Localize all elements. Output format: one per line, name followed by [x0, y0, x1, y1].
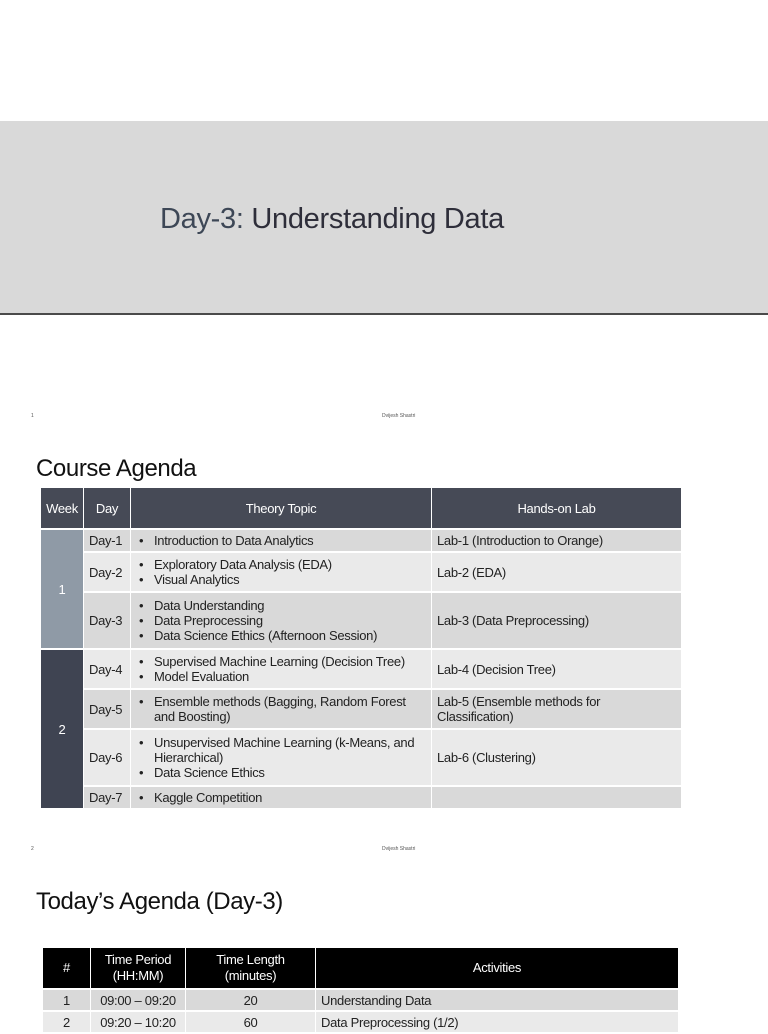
time-length-cell: 60: [186, 1012, 316, 1034]
time-period-cell: 09:20 – 10:20: [91, 1012, 186, 1034]
header-theory-topic: Theory Topic: [131, 488, 432, 530]
time-length-cell: 20: [186, 990, 316, 1012]
slide-title: [160, 203, 504, 236]
table-row: [43, 1012, 679, 1034]
time-period-cell: 09:00 – 09:20: [91, 990, 186, 1012]
activity-cell: Data Preprocessing (1/2): [316, 1012, 679, 1034]
lab-cell: Lab-3 (Data Preprocessing): [432, 593, 682, 650]
course-agenda-table: [41, 488, 682, 810]
day-cell: Day-2: [84, 553, 131, 593]
header-hands-on-lab: Hands-on Lab: [432, 488, 682, 530]
day-cell: Day-7: [84, 787, 131, 810]
week-cell: 2: [41, 650, 84, 810]
slide-footer-author-1: Dvijesh Shastri: [382, 413, 416, 419]
header-number: #: [43, 948, 91, 990]
activity-cell: Understanding Data: [316, 990, 679, 1012]
topic-cell: [131, 690, 432, 730]
table-row: [41, 690, 682, 730]
table-row: [41, 593, 682, 650]
slide-title-main: Understanding Data: [243, 203, 504, 235]
header-time-period-line1: Time Period: [104, 952, 172, 967]
topic-cell: [131, 553, 432, 593]
day-cell: Day-5: [84, 690, 131, 730]
slide-footer-author-2: Dvijesh Shastri: [382, 846, 416, 852]
topic-item: • Visual Analytics: [136, 572, 426, 587]
header-day: Day: [84, 488, 131, 530]
topic-item: • Data Understanding: [136, 598, 426, 613]
day-cell: Day-1: [84, 530, 131, 553]
topic-item: • Unsupervised Machine Learning (k-Means, and Hierarchical): [136, 735, 426, 765]
lab-cell: [432, 787, 682, 810]
todays-agenda-table: [43, 948, 679, 1034]
topic-item: • Model Evaluation: [136, 669, 426, 684]
course-agenda-title: Course Agenda: [36, 455, 197, 482]
number-cell: 1: [43, 990, 91, 1012]
header-time-length-line2: (minutes): [224, 968, 277, 983]
week-cell: 1: [41, 530, 84, 650]
header-time-length-line1: Time Length: [216, 952, 285, 967]
header-time-period-line2: (HH:MM): [112, 968, 164, 983]
day-cell: Day-4: [84, 650, 131, 690]
number-cell: 2: [43, 1012, 91, 1034]
header-time-period: [91, 948, 186, 990]
header-week: Week: [41, 488, 84, 530]
header-time-length: [186, 948, 316, 990]
todays-agenda-title: Today’s Agenda (Day-3): [36, 888, 283, 915]
table-row: [41, 650, 682, 690]
lab-cell: Lab-1 (Introduction to Orange): [432, 530, 682, 553]
header-activities: Activities: [316, 948, 679, 990]
topic-item: • Ensemble methods (Bagging, Random Forest and Boosting): [136, 694, 426, 724]
topic-item: • Introduction to Data Analytics: [136, 533, 426, 548]
topic-item: • Kaggle Competition: [136, 790, 426, 805]
topic-cell: [131, 650, 432, 690]
table-row: [41, 530, 682, 553]
slide-number-1: 1: [31, 413, 34, 419]
table-row: [41, 787, 682, 810]
topic-cell: [131, 593, 432, 650]
table-header-row: [43, 948, 679, 990]
topic-item: • Exploratory Data Analysis (EDA): [136, 557, 426, 572]
slide-title-prefix: Day-3:: [160, 203, 244, 235]
lab-cell: Lab-6 (Clustering): [432, 730, 682, 787]
topic-cell: [131, 730, 432, 787]
lab-cell: Lab-4 (Decision Tree): [432, 650, 682, 690]
table-header-row: [41, 488, 682, 530]
topic-item: • Supervised Machine Learning (Decision Tree): [136, 654, 426, 669]
topic-cell: [131, 530, 432, 553]
lab-cell: Lab-5 (Ensemble methods for Classification): [432, 690, 682, 730]
lab-cell: Lab-2 (EDA): [432, 553, 682, 593]
topic-cell: [131, 787, 432, 810]
topic-item: • Data Science Ethics: [136, 765, 426, 780]
table-row: [41, 553, 682, 593]
table-row: [43, 990, 679, 1012]
day-cell: Day-6: [84, 730, 131, 787]
table-row: [41, 730, 682, 787]
topic-item: • Data Preprocessing: [136, 613, 426, 628]
day-cell: Day-3: [84, 593, 131, 650]
topic-item: • Data Science Ethics (Afternoon Session): [136, 628, 426, 643]
slide-number-2: 2: [31, 846, 34, 852]
